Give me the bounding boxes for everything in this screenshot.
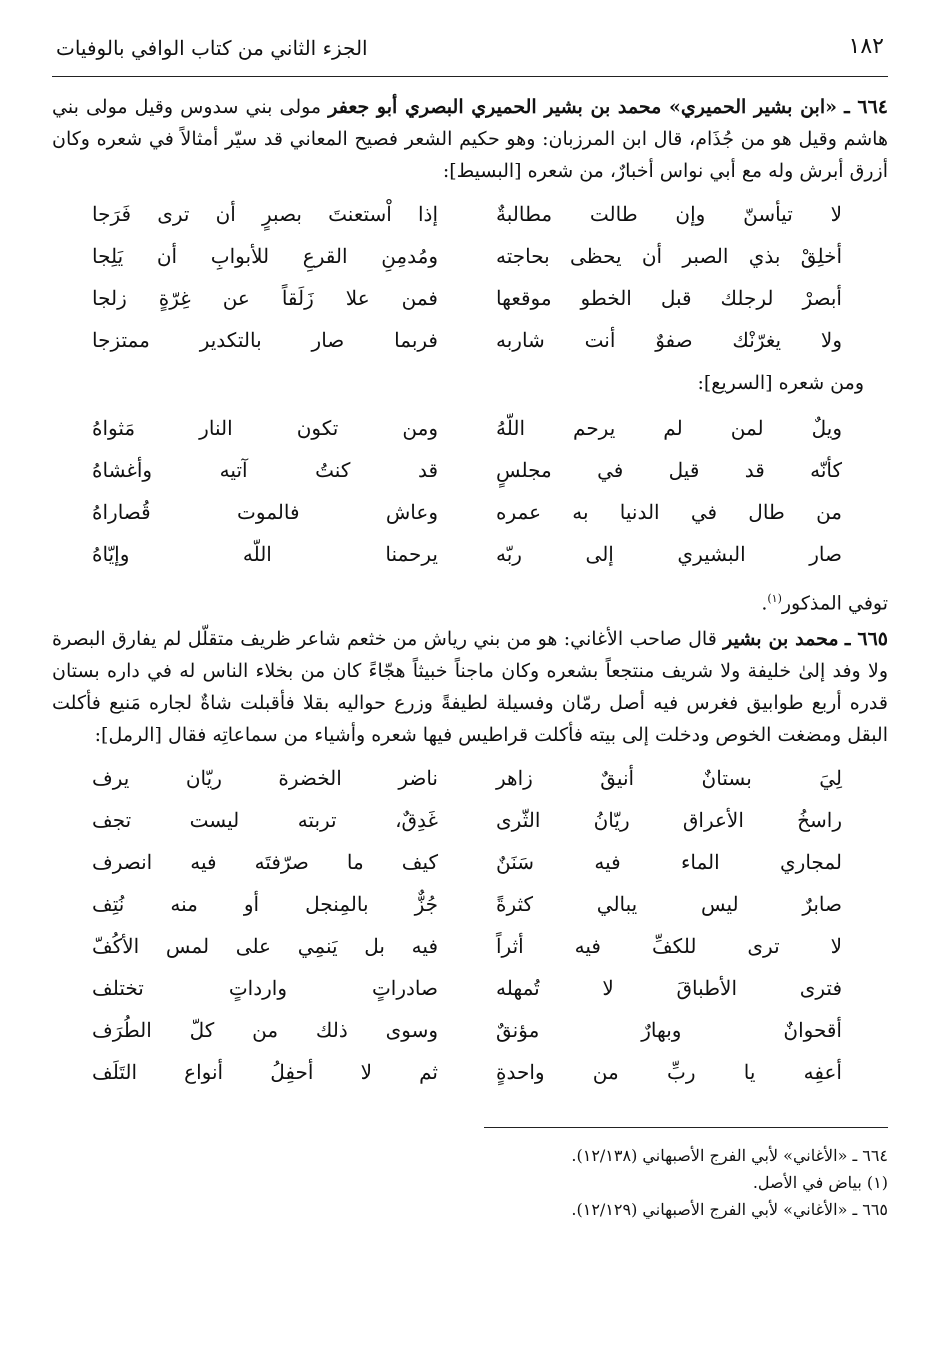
verse [52, 1051, 888, 1093]
hemistich-second: جُزٌّ بالمِنجل أو منه نُتِف [92, 892, 438, 917]
running-title: الجزء الثاني من كتاب الوافي بالوفيات [56, 36, 368, 60]
hemistich-second: ومُدمِنِ القرعِ للأبوابِ أن يَلِجا [92, 244, 438, 268]
meter-label: [البسيط]: [442, 160, 522, 182]
entry-text: مولى بني سدوس وقيل مولى بني هاشم وقيل هو من جُذَام، قال ابن المرزبان: وهو حكيم الشعر فصيح المعاني قد سيّر أمثالاً في شعره وكان أزرق أبرش وله مع أبي نواس أخبارٌ، من شعره [52, 96, 888, 182]
verse [52, 1009, 888, 1051]
entry-number: ٦٦٤ ـ [844, 96, 888, 118]
hemistich-first: لا تيأسنّ وإن طالت مطالبةٌ [496, 202, 842, 226]
verse [52, 277, 888, 319]
verse [52, 533, 888, 575]
hemistich-first: ويلٌ لمن لم يرحم اللّهُ [496, 416, 842, 440]
hemistich-first: فترى الأطباقَ لا تُمهله [496, 976, 842, 1001]
hemistich-first: لا ترى للكفِّ فيه أثراً [496, 934, 842, 959]
entry-665-intro [52, 623, 888, 751]
hemistich-second: قد كنتُ آتيه وأغشاهُ [92, 458, 438, 482]
hemistich-second: ثم لا أحفِلُ أنواع التَلَف [92, 1060, 438, 1085]
footnote: ٦٦٥ ـ «الأغاني» لأبي الفرج الأصبهاني (١٢/١٢٩). [571, 1200, 888, 1220]
verse [52, 883, 888, 925]
footnote: (١) بياض في الأصل. [752, 1173, 888, 1193]
verse [52, 491, 888, 533]
verse [52, 235, 888, 277]
footnote-divider [484, 1127, 888, 1128]
entry-name: محمد بن بشير [723, 628, 839, 651]
hemistich-first: صار البشيري إلى ربّه [496, 542, 842, 566]
death-note [52, 579, 888, 623]
hemistich-second: غَدِقٌ، تربته ليست تجف [92, 808, 438, 833]
hemistich-second: كيف ما صرّفتَه فيه انصرف [92, 850, 438, 875]
poem-sari [52, 407, 888, 575]
verse [52, 841, 888, 883]
poem-subheading: ومن شعره [السريع]: [697, 372, 864, 394]
page-number: ١٨٢ [848, 34, 884, 59]
hemistich-first: أقحوانٌ وبهارٌ مؤنقٌ [496, 1018, 842, 1043]
hemistich-second: فربما صار بالتكدير ممتزجا [92, 328, 438, 352]
verse [52, 967, 888, 1009]
death-end: . [761, 592, 768, 615]
hemistich-first: كأنّه قد قيل في مجلسٍ [496, 458, 842, 482]
entry-664-intro [52, 91, 888, 187]
hemistich-second: يرحمنا اللّه وإيّاهُ [92, 542, 438, 566]
running-header [52, 30, 888, 77]
hemistich-first: لِيَ بستانٌ أنيقٌ زاهر [496, 766, 842, 791]
verse [52, 449, 888, 491]
footnote: ٦٦٤ ـ «الأغاني» لأبي الفرج الأصبهاني (١٢/١٣٨). [571, 1146, 888, 1166]
hemistich-second: وسوى ذلك من كلّ الطُرَف [92, 1018, 438, 1043]
hemistich-first: أخلِقْ بذي الصبر أن يحظى بحاجته [496, 244, 842, 268]
verse [52, 799, 888, 841]
entry-number: ٦٦٥ ـ [844, 628, 888, 651]
hemistich-second: وعاش فالموت قُصاراهُ [92, 500, 438, 524]
hemistich-second: إذا اْستعنتَ بصبرٍ أن ترى فَرَجا [92, 202, 438, 226]
verse [52, 407, 888, 449]
verse [52, 319, 888, 361]
hemistich-first: أعفِه يا ربِّ من واحدةٍ [496, 1060, 842, 1085]
hemistich-first: لمجاري الماء فيه سَنَنٌ [496, 850, 842, 875]
footnote-ref: (١) [767, 592, 782, 605]
verse [52, 925, 888, 967]
hemistich-first: أبصرْ لرجلك قبل الخطو موقعها [496, 286, 842, 310]
hemistich-first: راسخُ الأعراق ريّانُ الثّرى [496, 808, 842, 833]
death-text: توفي المذكور [781, 592, 888, 615]
verse [52, 757, 888, 799]
hemistich-second: ومن تكون النار مَثواهُ [92, 416, 438, 440]
book-page [52, 30, 888, 1223]
hemistich-second: صادراتٍ وارداتٍ تختلف [92, 976, 438, 1001]
hemistich-second: فيه بل يَنمِي على لمس الأكُفّ [92, 934, 438, 959]
hemistich-first: من طال في الدنيا به عمره [496, 500, 842, 524]
poem-ramal [52, 757, 888, 1093]
verse [52, 193, 888, 235]
entry-text: قال صاحب الأغاني: هو من بني رياش من خثعم شاعر ظريف متقلّل لم يفارق البصرة ولا وفد إلىٰ خليفة ولا شريف منتجعاً بشعره وكان ماجناً خبيثاً هجّاءً كان من بخلاء الناس له في داره بستان قدره أربع طوابيق فغرس فيه أصل رمّان وفسيلة لطيفةً وزرع حواليه بقلا فأقبلت شاةٌ لجاره مَنيع فأكلت البقل ومضغت الخوص ودخلت إلى بيته فأكلت قراطيس فيها شعره وأشياء من سماعاتِه فقال [الرمل]: [52, 628, 888, 747]
hemistich-second: فمن علا زَلَقاً عن غِرّةٍ زلجا [92, 286, 438, 310]
hemistich-first: ولا يغرّنْك صفوٌ أنت شاربه [496, 328, 842, 352]
hemistich-first: صابرٌ ليس يبالي كثرةً [496, 892, 842, 917]
hemistich-second: ناضر الخضرة ريّان يرف [92, 766, 438, 791]
footnotes [52, 1142, 888, 1223]
poem-basit [52, 193, 888, 361]
entry-name: «ابن بشير الحميري» محمد بن بشير الحميري البصري أبو جعفر [328, 96, 837, 118]
